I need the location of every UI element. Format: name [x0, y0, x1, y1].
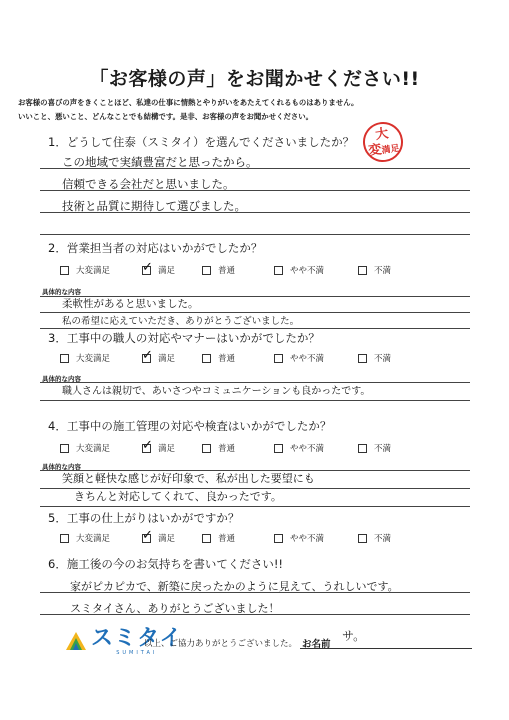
- q6-answer-2: スミタイさん、ありがとうございました！: [70, 602, 280, 615]
- q5-rating-options: [60, 527, 470, 546]
- question-5: 5．工事の仕上がりはいかがですか？: [48, 511, 240, 525]
- q2-comment-2: 私の希望に応えていただき、ありがとうございました。: [62, 316, 300, 327]
- checkbox-checked[interactable]: [142, 527, 153, 543]
- checkbox[interactable]: [358, 266, 367, 275]
- question-2: 2．営業担当者の対応はいかがでしたか？: [48, 241, 263, 255]
- intro-line-1: お客様の喜びの声をきくことほど、私達の仕事に情熱とやりがいをあたえてくれるものはありません。: [18, 98, 359, 107]
- q2-rating-options: [60, 259, 470, 278]
- checkbox[interactable]: [202, 354, 211, 363]
- checkbox-checked[interactable]: [142, 259, 153, 275]
- answer-line: [40, 506, 470, 507]
- option-normal[interactable]: 普通: [202, 264, 235, 276]
- checkbox[interactable]: [60, 534, 69, 543]
- question-4: 4．工事中の施工管理の対応や検査はいかがでしたか？: [48, 419, 332, 433]
- logo-text: スミタイ: [91, 626, 183, 651]
- option-somewhat-dissatisfied[interactable]: やや不満: [274, 264, 324, 276]
- answer-line: [40, 234, 470, 235]
- q4-comment-1: 笑顔と軽快な感じが好印象で、私が出した要望にも: [62, 472, 315, 485]
- option-satisfied[interactable]: ✓ 満足: [142, 437, 176, 454]
- check-mark-icon: ✓: [142, 527, 153, 543]
- q2-comment-1: 柔軟性があると思いました。: [62, 298, 199, 310]
- checkbox[interactable]: [358, 444, 367, 453]
- option-normal[interactable]: 普通: [202, 352, 235, 364]
- checkbox[interactable]: [274, 354, 283, 363]
- detail-label: 具体的な内容: [42, 463, 81, 471]
- option-somewhat-dissatisfied[interactable]: やや不満: [274, 352, 324, 364]
- checkbox[interactable]: [274, 534, 283, 543]
- detail-label: 具体的な内容: [42, 288, 81, 296]
- option-dissatisfied[interactable]: 不満: [358, 352, 391, 364]
- q4-rating-options: [60, 437, 470, 456]
- option-dissatisfied[interactable]: 不満: [358, 532, 391, 544]
- name-label: お名前: [302, 639, 331, 650]
- checkbox-checked[interactable]: [142, 347, 153, 363]
- option-very-satisfied[interactable]: 大変満足: [60, 532, 110, 544]
- q3-rating-options: [60, 347, 470, 366]
- option-very-satisfied[interactable]: 大変満足: [60, 264, 110, 276]
- check-mark-icon: ✓: [142, 437, 153, 453]
- checkbox-checked[interactable]: [142, 437, 153, 453]
- checkbox[interactable]: [274, 266, 283, 275]
- q6-answer-1: 家がピカピカで、新築に戻ったかのように見えて、うれしいです。: [70, 580, 399, 593]
- option-somewhat-dissatisfied[interactable]: やや不満: [274, 532, 324, 544]
- check-mark-icon: ✓: [142, 259, 153, 275]
- option-satisfied[interactable]: ✓ 満足: [142, 347, 176, 364]
- checkbox[interactable]: [274, 444, 283, 453]
- option-normal[interactable]: 普通: [202, 532, 235, 544]
- checkbox[interactable]: [202, 444, 211, 453]
- checkbox[interactable]: [358, 354, 367, 363]
- checkbox[interactable]: [358, 534, 367, 543]
- checkbox[interactable]: [202, 534, 211, 543]
- answer-line: [40, 400, 470, 401]
- checkbox[interactable]: [60, 266, 69, 275]
- checkbox[interactable]: [60, 354, 69, 363]
- logo-subtext: SUMITAI: [116, 650, 158, 656]
- option-satisfied[interactable]: ✓ 満足: [142, 527, 176, 544]
- logo-mark-icon: [64, 630, 88, 654]
- satisfaction-stamp: 大 変満足: [360, 119, 405, 164]
- q1-answer-1: この地域で実績豊富だと思ったから。: [62, 155, 258, 169]
- option-normal[interactable]: 普通: [202, 442, 235, 454]
- name-value: サ。: [342, 629, 366, 643]
- thanks-message: 以上、ご協力ありがとうございました。: [144, 639, 298, 649]
- question-1: 1．どうして住泰（スミタイ）を選んでくださいましたか？: [48, 135, 355, 149]
- option-very-satisfied[interactable]: 大変満足: [60, 352, 110, 364]
- q1-answer-3: 技術と品質に期待して選びました。: [62, 199, 246, 213]
- option-very-satisfied[interactable]: 大変満足: [60, 442, 110, 454]
- intro-line-2: いいこと、悪いこと、どんなことでも結構です。是非、お客様の声をお聞かせください。: [18, 112, 314, 121]
- question-6: 6．施工後の今のお気持ちを書いてください!!: [48, 557, 284, 571]
- check-mark-icon: ✓: [142, 347, 153, 363]
- option-dissatisfied[interactable]: 不満: [358, 442, 391, 454]
- option-dissatisfied[interactable]: 不満: [358, 264, 391, 276]
- answer-line: [40, 328, 470, 329]
- question-3: 3．工事中の職人の対応やマナーはいかがでしたか？: [48, 331, 320, 345]
- page-title: 「お客様の声」をお聞かせください!!: [89, 68, 420, 90]
- q3-comment-1: 職人さんは親切で、あいさつやコミュニケーションも良かったです。: [62, 386, 371, 397]
- detail-label: 具体的な内容: [42, 375, 81, 383]
- q4-comment-2: きちんと対応してくれて、良かったです。: [74, 490, 282, 503]
- option-satisfied[interactable]: ✓ 満足: [142, 259, 176, 276]
- q1-answer-2: 信頼できる会社だと思いました。: [62, 177, 235, 191]
- checkbox[interactable]: [60, 444, 69, 453]
- option-somewhat-dissatisfied[interactable]: やや不満: [274, 442, 324, 454]
- checkbox[interactable]: [202, 266, 211, 275]
- name-line: [300, 648, 472, 649]
